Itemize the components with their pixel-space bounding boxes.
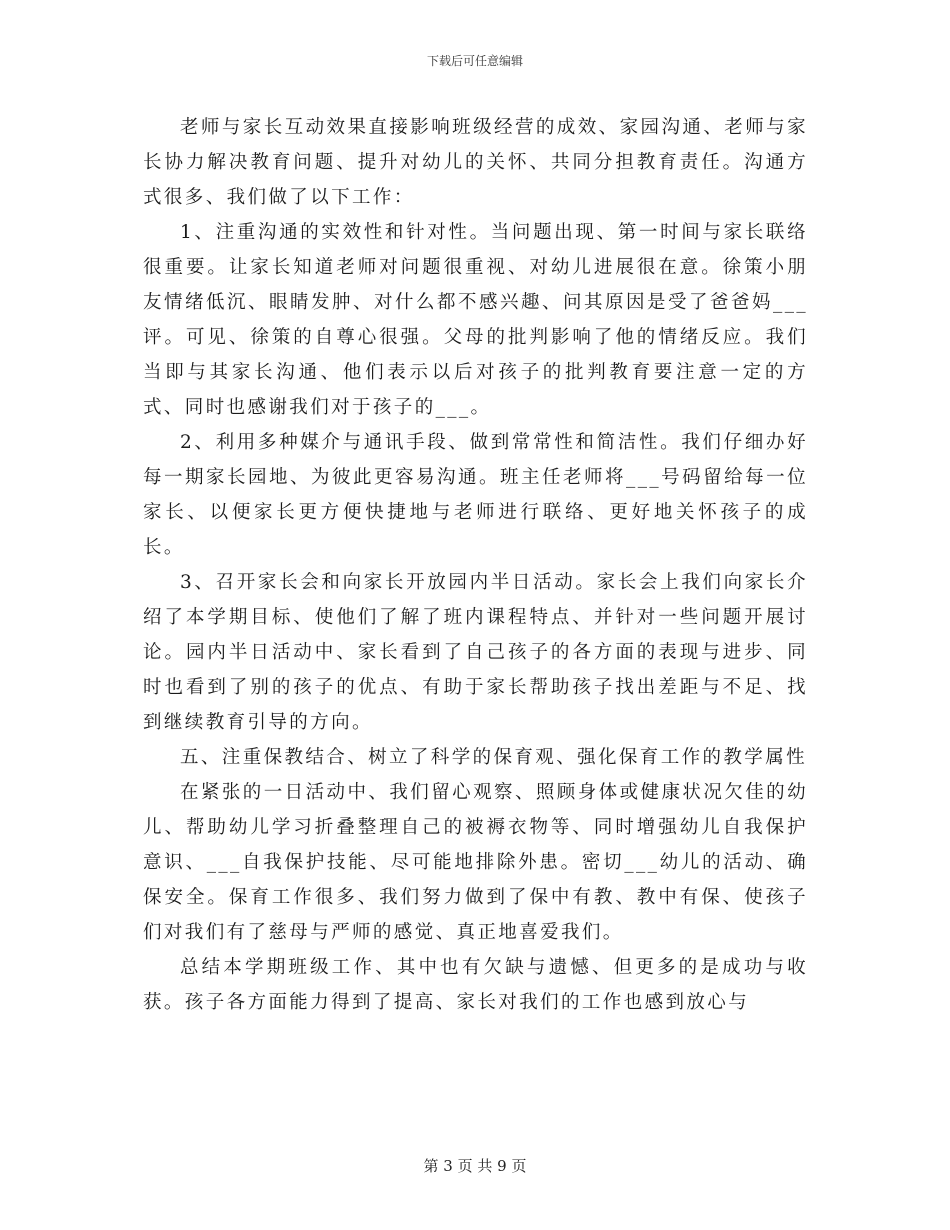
page-number: 第 3 页 共 9 页 <box>423 1157 527 1175</box>
paragraph-item-1: 1、注重沟通的实效性和针对性。当问题出现、第一时间与家长联络很重要。让家长知道老师对问题很重视、对幼儿进展很在意。徐策小朋友情绪低沉、眼睛发肿、对什么都不感兴趣、问其原因是受了爸爸妈___评。可见、徐策的自尊心很强。父母的批判影响了他的情绪反应。我们当即与其家长沟通、他们表示以后对孩子的批判教育要注意一定的方式、同时也感谢我们对于孩子的___。 <box>143 222 808 418</box>
page-header: 下载后可任意编辑 <box>426 54 523 68</box>
document-body <box>143 110 808 1020</box>
paragraph-care: 在紧张的一日活动中、我们留心观察、照顾身体或健康状况欠佳的幼儿、帮助幼儿学习折叠整理自己的被褥衣物等、同时增强幼儿自我保护意识、___自我保护技能、尽可能地排除外患。密切___幼儿的活动、确保安全。保育工作很多、我们努力做到了保中有教、教中有保、使孩子们对我们有了慈母与严师的感觉、真正地喜爱我们。 <box>143 782 808 943</box>
paragraph-item-2: 2、利用多种媒介与通讯手段、做到常常性和简洁性。我们仔细办好每一期家长园地、为彼此更容易沟通。班主任老师将___号码留给每一位家长、以便家长更方便快捷地与老师进行联络、更好地关怀孩子的成长。 <box>143 432 808 558</box>
section-heading-5: 五、注重保教结合、树立了科学的保育观、强化保育工作的教学属性 <box>180 747 808 768</box>
paragraph-summary: 总结本学期班级工作、其中也有欠缺与遗憾、但更多的是成功与收获。孩子各方面能力得到了提高、家长对我们的工作也感到放心与 <box>143 957 808 1013</box>
paragraph-item-3: 3、召开家长会和向家长开放园内半日活动。家长会上我们向家长介绍了本学期目标、使他们了解了班内课程特点、并针对一些问题开展讨论。园内半日活动中、家长看到了自己孩子的各方面的表现与进步、同时也看到了别的孩子的优点、有助于家长帮助孩子找出差距与不足、找到继续教育引导的方向。 <box>143 572 808 733</box>
paragraph-intro: 老师与家长互动效果直接影响班级经营的成效、家园沟通、老师与家长协力解决教育问题、提升对幼儿的关怀、共同分担教育责任。沟通方式很多、我们做了以下工作： <box>143 117 808 208</box>
